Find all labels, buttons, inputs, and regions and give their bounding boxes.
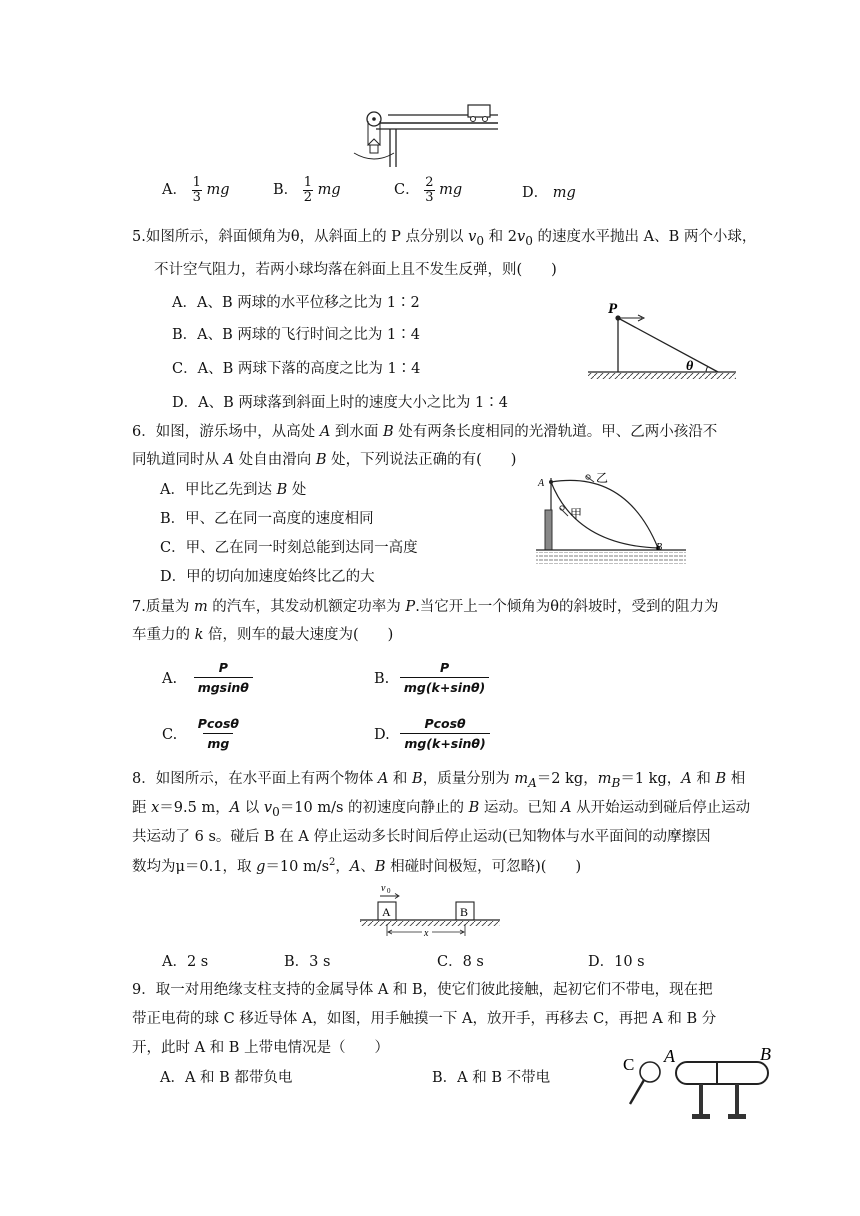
q5-option-a[interactable]: A．A、B 两球的水平位移之比为 1∶2 [172,295,420,311]
blocks-on-ground-figure [360,880,502,938]
q7-stem-line1: 7.质量为 m 的汽车，其发动机额定功率为 P.当它开上一个倾角为θ的斜坡时，受到的阻力为 [132,599,719,615]
q8-stem-line2: 距 x＝9.5 m，A 以 $v_0=10$ m/s 的初速度向静止的 B 运动。已知 A 从开始运动到碰后停止运动 [132,800,751,819]
fig-label-jia: 甲 [570,507,583,521]
q7-option-b[interactable]: B. $\frac{P}{mg(k+\sin\theta)}$ [374,660,489,695]
fig-label-a: A [664,1046,675,1066]
q6-stem-line1: 6．如图，游乐场中，从高处 A 到水面 B 处有两条长度相同的光滑轨道。甲、乙两小孩沿不 [132,424,718,440]
fig-label-yi: 乙 [596,471,609,485]
q7-option-c[interactable]: C. $\frac{Pcos\theta}{mg}$ [162,716,243,751]
q5-stem-line2: 不计空气阻力，若两小球均落在斜面上且不发生反弹，则( ) [154,262,557,278]
q5-option-b[interactable]: B．A、B 两球的飞行时间之比为 1∶4 [172,327,420,343]
fig-label-b: B [760,1044,771,1064]
q9-stem-line2: 带正电荷的球 C 移近导体 A，如图，用手触摸一下 A，放开手，再移去 C，再把 A 和 B 分 [132,1011,717,1027]
q6-option-d[interactable]: D．甲的切向加速度始终比乙的大 [160,569,375,585]
q8-stem-line1: 8．如图所示，在水平面上有两个物体 A 和 B，质量分别为 $m_A=2$ kg，$m_B=1$ kg，A 和 B 相 [132,771,746,790]
q4-option-a[interactable]: A． $\frac{1}{3}$ mg [162,175,230,205]
q9-stem-line3: 开，此时 A 和 B 上带电情况是（ ） [132,1040,390,1056]
q5-option-c[interactable]: C．A、B 两球下落的高度之比为 1∶4 [172,361,421,377]
q8-option-c[interactable]: C．8 s [437,954,484,970]
fraction: $\frac{1}{3}$ [192,175,201,205]
fig-label-b: B [656,542,663,553]
conductors-figure [620,1046,780,1124]
q8-option-a[interactable]: A．2 s [162,954,209,970]
q9-stem-line1: 9．取一对用绝缘支柱支持的金属导体 A 和 B，使它们彼此接触，起初它们不带电，现在把 [132,982,713,998]
fig-label-a: A [538,478,545,489]
fig-label-v0: v [381,883,386,894]
fig-label-b: B [460,905,469,919]
fig-label-c: C [623,1055,635,1074]
incline-projectile-figure [588,298,738,384]
q5-option-d[interactable]: D．A、B 两球落到斜面上时的速度大小之比为 1∶4 [172,395,508,411]
q6-option-b[interactable]: B．甲、乙在同一高度的速度相同 [160,511,374,527]
fraction: $\frac{2}{3}$ [425,175,434,205]
q6-option-c[interactable]: C．甲、乙在同一时刻总能到达同一高度 [160,540,418,556]
q4-option-c[interactable]: C． $\frac{2}{3}$ mg [394,175,463,205]
svg-text:0: 0 [387,887,391,895]
q8-stem-line4: 数均为μ＝0.1，取 g＝10 $m/s^2$，A、B 相碰时间极短，可忽略)( ) [132,857,582,875]
fraction: $\frac{P}{mgsin\theta}$ [194,660,253,695]
q4-option-b[interactable]: B． $\frac{1}{2}$ mg [273,175,341,205]
fraction: $\frac{P}{mg(k+\sin\theta)}$ [400,660,489,695]
q7-option-a[interactable]: A. $\frac{P}{mgsin\theta}$ [162,660,253,695]
q4-option-d[interactable]: D． mg [522,185,576,201]
fig-label-p: P [608,301,618,317]
q9-option-a[interactable]: A．A 和 B 都带负电 [160,1070,293,1086]
q7-stem-line2: 车重力的 k 倍，则车的最大速度为( ) [132,627,394,643]
q7-option-d[interactable]: D. $\frac{Pcos\theta}{mg(k+\sin\theta)}$ [374,716,490,751]
q5-stem-line1: 5.如图所示，斜面倾角为θ，从斜面上的 P 点分别以 $v_0$ 和 $2v_0$ 的速度水平抛出 A、B 两个小球， [132,229,757,248]
water-slide-figure [536,470,688,570]
fraction: $\frac{Pcos\theta}{mg(k+\sin\theta)}$ [400,716,489,751]
q8-stem-line3: 共运动了 6 s。碰后 B 在 A 停止运动多长时间后停止运动(已知物体与水平面间的动摩擦因 [132,829,711,845]
q6-option-a[interactable]: A．甲比乙先到达 B 处 [160,482,307,498]
pulley-cart-figure [352,103,512,169]
q8-option-b[interactable]: B．3 s [284,954,331,970]
fraction: $\frac{Pcos\theta}{mg}$ [197,716,239,751]
fig-label-x: x [424,928,429,939]
fig-label-theta: θ [686,359,694,374]
q6-stem-line2: 同轨道同时从 A 处自由滑向 B 处，下列说法正确的有( ) [132,452,517,468]
fig-label-a: A [382,905,391,919]
q8-option-d[interactable]: D．10 s [588,954,645,970]
q9-option-b[interactable]: B．A 和 B 不带电 [432,1070,551,1086]
fraction: $\frac{1}{2}$ [303,175,313,205]
